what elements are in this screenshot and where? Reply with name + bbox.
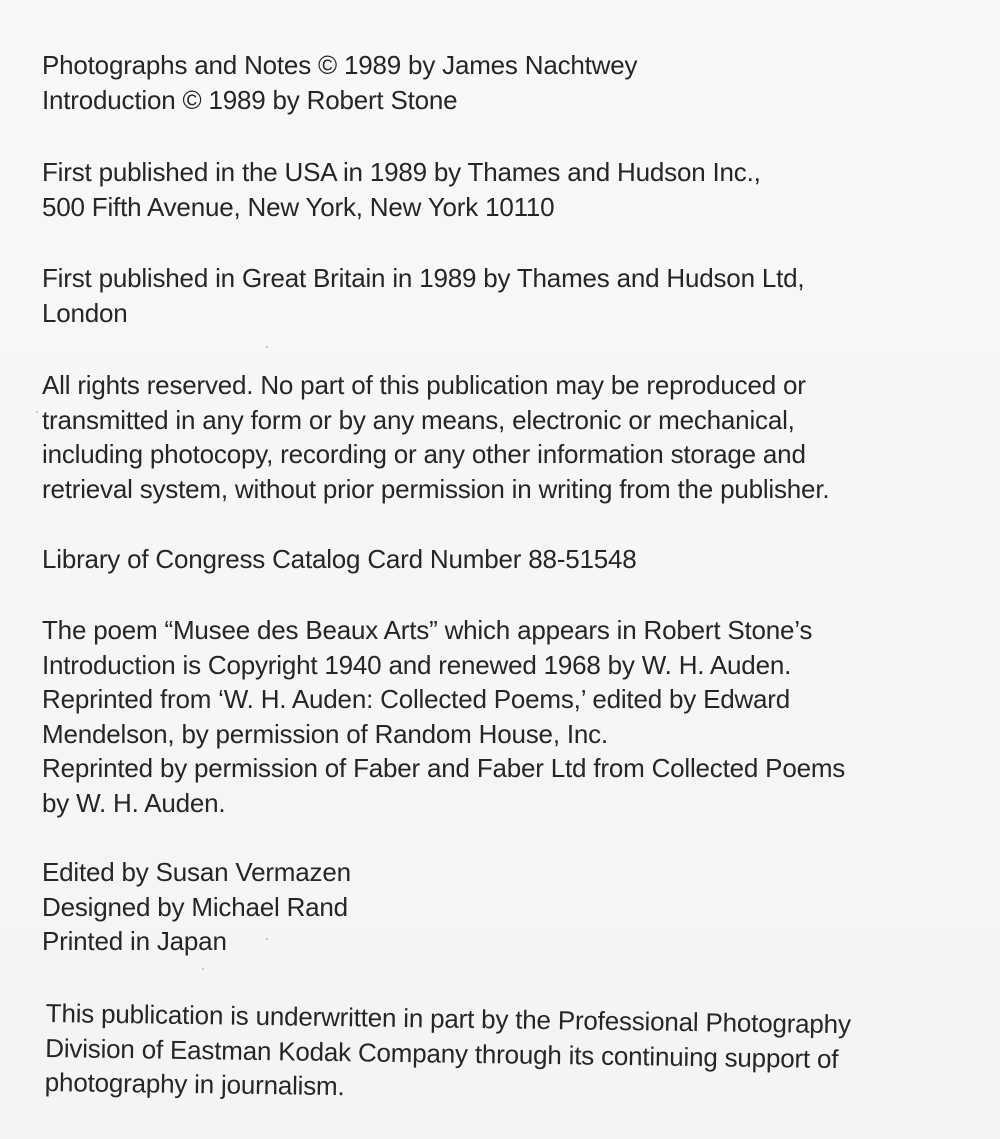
text-line: including photocopy, recording or any other information storage and	[42, 439, 806, 469]
text-line: Printed in Japan	[42, 926, 227, 956]
rights-reserved-paragraph	[42, 368, 972, 506]
text-line: Introduction is Copyright 1940 and renewed 1968 by W. H. Auden.	[42, 649, 792, 680]
text-line: Introduction © 1989 by Robert Stone	[42, 84, 458, 115]
text-line: London	[42, 297, 128, 328]
text-line: This publication is underwritten in part by the Professional Photography	[45, 997, 851, 1040]
text-line: 500 Fifth Avenue, New York, New York 10110	[42, 191, 555, 222]
text-line: photography in journalism.	[44, 1066, 345, 1102]
copyright-notice-paragraph	[42, 48, 972, 117]
text-line: Designed by Michael Rand	[42, 891, 348, 922]
text-line: The poem “Musee des Beaux Arts” which appears in Robert Stone’s	[42, 615, 813, 645]
text-line: Mendelson, by permission of Random House, Inc.	[42, 718, 608, 749]
text-line: Photographs and Notes © 1989 by James Nachtwey	[42, 50, 638, 80]
sponsorship-paragraph	[45, 996, 976, 1112]
paper-speck	[36, 411, 38, 413]
text-line: Reprinted from ‘W. H. Auden: Collected Poems,’ edited by Edward	[42, 684, 791, 714]
text-line: Library of Congress Catalog Card Number 88-51548	[42, 544, 637, 574]
text-line: transmitted in any form or by any means, electronic or mechanical,	[42, 404, 795, 435]
paper-speck	[266, 938, 268, 940]
credits-paragraph	[42, 855, 972, 959]
text-line: All rights reserved. No part of this publication may be reproduced or	[42, 370, 806, 400]
text-line: retrieval system, without prior permission in writing from the publisher.	[42, 473, 830, 504]
text-line: Edited by Susan Vermazen	[42, 857, 351, 887]
catalog-number-paragraph	[42, 542, 972, 577]
text-line: Reprinted by permission of Faber and Faber Ltd from Collected Poems	[42, 753, 846, 783]
paper-speck	[202, 968, 204, 970]
text-line: First published in the USA in 1989 by Thames and Hudson Inc.,	[42, 157, 761, 187]
text-line: Division of Eastman Kodak Company through its continuing support of	[45, 1032, 839, 1074]
text-line: by W. H. Auden.	[42, 787, 226, 818]
paper-speck	[266, 346, 268, 348]
text-line: First published in Great Britain in 1989 by Thames and Hudson Ltd,	[42, 263, 805, 293]
great-britain-publication-paragraph	[42, 261, 972, 330]
usa-publication-paragraph	[42, 155, 972, 224]
poem-permissions-paragraph	[42, 613, 972, 820]
